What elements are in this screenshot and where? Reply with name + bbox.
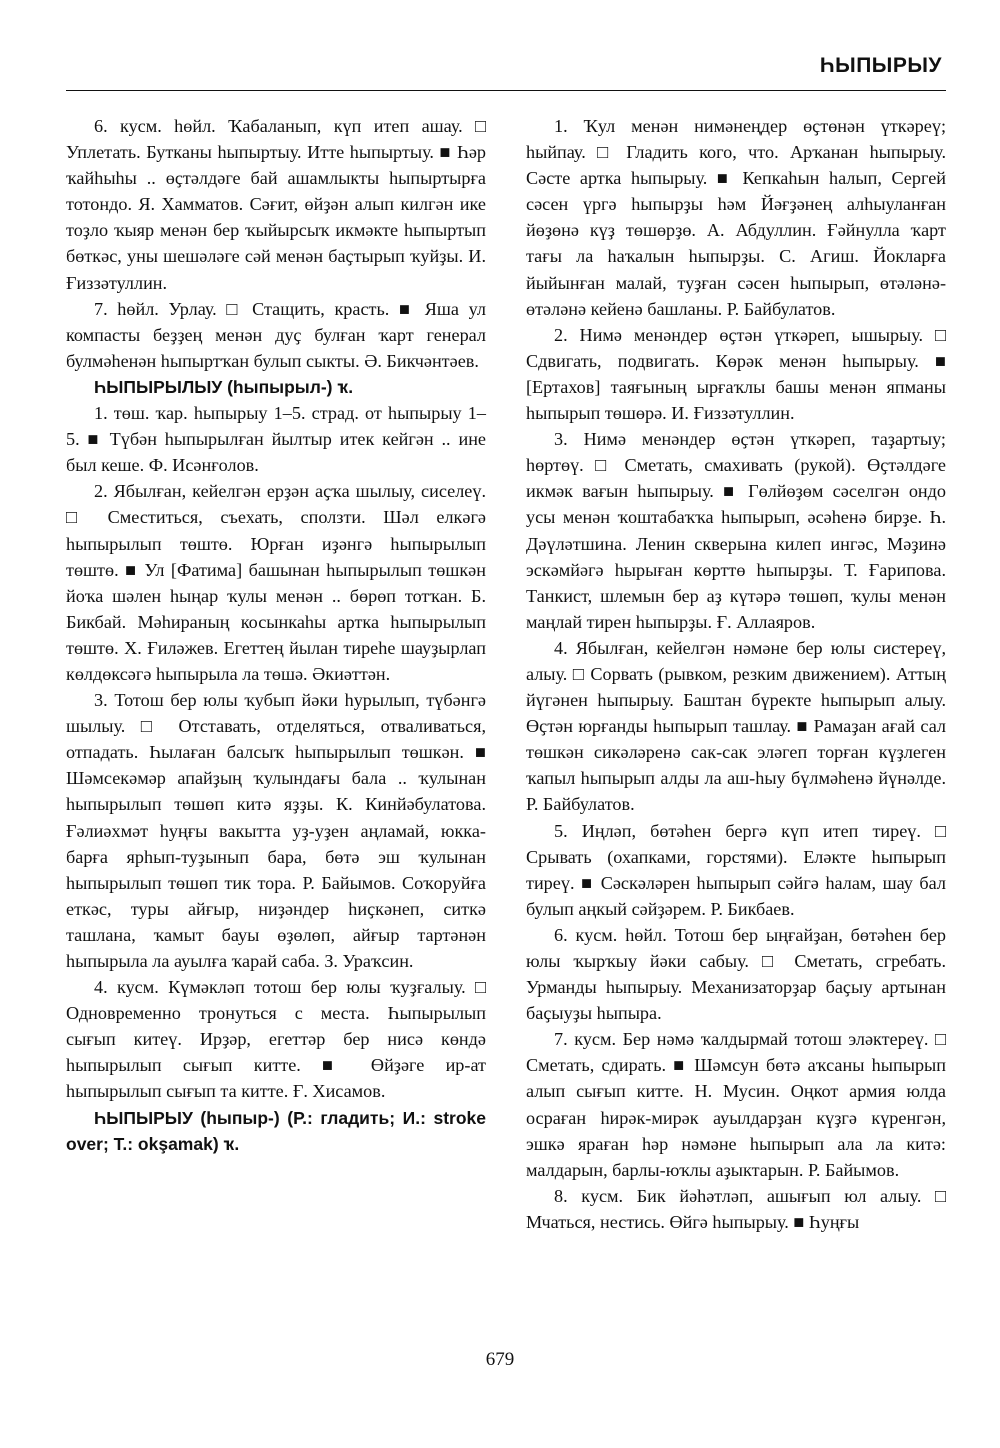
sense-paragraph: 1. төш. ҡар. һыпырыу 1–5. страд. от һыпырыу 1–5. ■ Түбән һыпырылған йылтыр итек кейгән .. ине был кеше. Ф. Исәнғолов. bbox=[66, 403, 486, 476]
sense-paragraph: 6. кусм. һөйл. Ҡабаланып, күп итеп ашау. □ Уплетать. Бутканы һыпыртыу. Итте һыпыртыу. ■ Һәр ҡайһыһы .. өҫтәлдәге бай ашамлыкты һыпыртырға тотондо. Я. Хамматов. Сәғит, өйҙән алып килгән ике тоҙло ҡыяр менән бер ҡыйырсыҡ икмәкте һыпыртып бөткәс, уны шешәләге сәй менән баҫтырып ҡуйҙы. И. Ғиззәтуллин. bbox=[66, 116, 486, 293]
header-rule bbox=[66, 90, 946, 91]
sense-paragraph: 6. кусм. һөйл. Тотош бер ыңғайҙан, бөтәһен бер юлы ҡырҡыу йәки сабыу. □ Сметать, сгребать. Урманды һыпырыу. Механизаторҙар баҫыу артынан баҫыуҙы һыпыра. bbox=[526, 924, 946, 1024]
sense-paragraph: 3. Тотош бер юлы ҡубып йәки һурылып, түбәнгә шылыу. □ Отставать, отделяться, отваливаться, отпадать. Һылаған балсыҡ һыпырылып төшкән. ■ Шәмсекәмәр апайҙың ҡулындағы бала .. ҡулынан һыпырылып төшөп китә яҙҙы. К. Кинйәбулатова. Ғәлиәхмәт һуңғы вакытта уҙ-уҙен аңламай, юкка-барға ярһып-туҙынып бара, бөтә эш ҡулынан һыпырылып төшөп тик тора. Р. Байымов. Соҡоруйға еткәс, туры айғыр, ниҙәндер һиҫкәнеп, ситкә ташлана, ҡамыт бауы өҙөлөп, айғыр тартәнән һыпырыла ла ауылға ҡарай саба. З. Ураҡсин. bbox=[66, 690, 486, 971]
right-column bbox=[526, 113, 946, 1235]
running-head: ҺЫПЫРЫУ bbox=[819, 54, 942, 77]
entry-headword: ҺЫПЫРЫУ (һыпыр-) (Р.: гладить; И.: stroke over; Т.: okşamak) ҡ. bbox=[66, 1107, 486, 1154]
entry-headword: ҺЫПЫРЫЛЫУ (һыпырыл-) ҡ. bbox=[94, 376, 354, 397]
sense-paragraph: 2. Нимә менәндер өҫтән үткәреп, ышырыу. □ Сдвигать, подвигать. Көрәк менән һыпырыу. ■ [Ертахов] таяғының ырғаҡлы башы менән япманы һыпырып төшөрә. И. Ғиззәтуллин. bbox=[526, 324, 946, 424]
sense-paragraph: 1. Ҡул менән нимәнеңдер өҫтөнән үткәреү; һыйпау. □ Гладить кого, что. Арҡанан һыпырыу. Сәсте артка һыпырыу. ■ Кепкаһын һалып, Сергей сәсен үргә һыпырҙы һәм Йәғҙәнең алһыуланған йөҙөнә күҙ төшөрҙө. А. Абдуллин. Ғәйнулла ҡарт тағы ла һаҡалын һыпырҙы. С. Агиш. Йокларға йыйынған малай, туҙған сәсен һыпырып, өтәләнә-өтәләнә кейенә башланы. Р. Байбулатов. bbox=[526, 116, 946, 319]
sense-paragraph: 4. Ябылған, кейелгән нәмәне бер юлы систереү, алыу. □ Сорвать (рывком, резким движением). Аттың йүгәнен һыпырыу. Баштан бүректе һыпырып алыу. Өҫтән юрғанды һыпырып ташлау. ■ Рамаҙан ағай сал төшкән сикәләренә сак-сак эләгеп торған күҙлеген ҡапыл һыпырып алды ла аш-һыу бүлмәһенә йүнәлде. Р. Байбулатов. bbox=[526, 637, 946, 815]
sense-paragraph: 5. Иңләп, бөтәһен бергә күп итеп тиреү. □ Срывать (охапками, горстями). Еләкте һыпырып тиреү. ■ Сәскәләрен һыпырып сәйгә һалам, шау бал булып аңкый сәйҙәрем. Р. Бикбаев. bbox=[526, 820, 946, 919]
sense-paragraph: 3. Нимә менәндер өҫтән үткәреп, таҙартыу; һөртөү. □ Сметать, смахивать (рукой). Өҫтәлдәге икмәк вағын һыпырыу. ■ Гөлйөҙөм сәселгән ондо усы менән ҡоштабаҡҡа һыпырып, әсәһенә бирҙе. Һ. Дәүләтшина. Ленин скверына килеп ингәс, Мәҙинә эскәмйәгә һырыған көрттө һыпырҙы. Т. Ғарипова. Танкист, шлемын бер аҙ күтәрә төшөп, ҡулы менән маңлай тирен һыпырҙы. Ғ. Аллаяров. bbox=[526, 429, 946, 632]
sense-paragraph: 7. һөйл. Урлау. □ Стащить, красть. ■ Яша ул компасты беҙҙең менән дуҫ булған ҡарт генерал булмәһенән һыпыртҡан булып сыкты. Ә. Бикчәнтәев. bbox=[66, 298, 486, 371]
sense-paragraph: 7. кусм. Бер нәмә ҡалдырмай тотош эләктереү. □ Сметать, сдирать. ■ Шәмсун бөтә аҡсаны һыпырып алып сығып китте. Н. Мусин. Оңкот армия юлда осраған һирәк-мирәк ауылдарҙан күҙгә күренгән, эшкә яраған һәр нәмәне һыпырып ала ла китә: малдарын, барлы-юҡлы аҙыктарын. Р. Байымов. bbox=[526, 1029, 946, 1180]
sense-paragraph: 8. кусм. Бик йәһәтләп, ашығып юл алыу. □ Мчаться, нестись. Өйгә һыпырыу. ■ Һуңғы bbox=[526, 1185, 946, 1232]
page-number: 679 bbox=[485, 1349, 515, 1370]
sense-paragraph: 2. Ябылған, кейелгән ерҙән аҫҡа шылыу, сиселеү. □ Сместиться, съехать, сползти. Шәл елкәгә һыпырылып төштө. Юрған иҙәнгә һыпырылып төштө. ■ Ул [Фатима] башынан һыпырылып төшкән йоҡа шәлен һыңар ҡулы менән .. бөрөп тотҡан. Б. Бикбай. Мәһираның косынкаһы артка һыпырылып төштө. Х. Ғиләжев. Егеттең йылан тиреһе шауҙырлап көлдөксәгә һыпырыла ла төшә. Әкиәттән. bbox=[66, 481, 486, 684]
left-column bbox=[66, 113, 486, 1157]
sense-paragraph: 4. кусм. Күмәкләп тотош бер юлы ҡуҙғалыу. □ Одновременно тронуться с места. Һыпырылып сығып китеү. Ирҙәр, егеттәр бер нисә көндә һыпырылып сығып китте. ■ Өйҙәге ир-ат һыпырылып сығып та китте. Ғ. Хисамов. bbox=[66, 977, 486, 1102]
